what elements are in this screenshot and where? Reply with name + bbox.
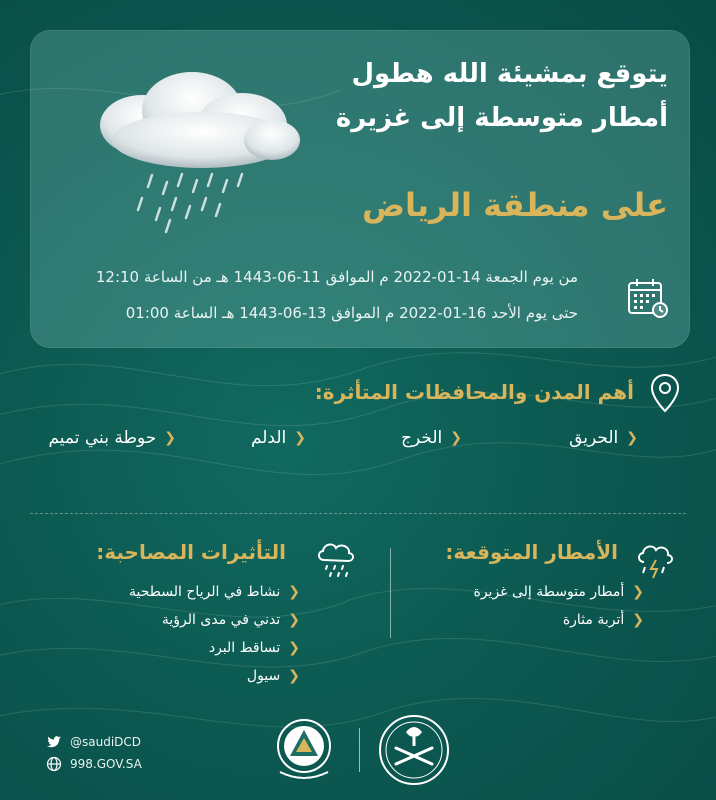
list-item [474, 606, 645, 634]
list-item-label: سيول [246, 668, 281, 684]
list-item [474, 578, 645, 606]
list-item-label: تساقط البرد [208, 640, 281, 656]
city-label: الدلم [250, 428, 287, 448]
chevron-icon: ❮ [632, 584, 644, 600]
column-separator [390, 548, 391, 638]
ministry-of-interior-logo [376, 712, 452, 788]
region-title: على منطقة الرياض [361, 186, 668, 224]
expected-rain-title: الأمطار المتوقعة: [445, 540, 618, 564]
chevron-icon: ❮ [288, 640, 300, 656]
list-item [129, 578, 300, 606]
location-pin-icon [650, 373, 680, 413]
section-divider [30, 513, 686, 514]
chevron-icon: ❮ [450, 430, 462, 446]
website-url: 998.GOV.SA [70, 757, 142, 771]
cities-title: أهم المدن والمحافظات المتأثرة: [314, 380, 634, 404]
chevron-icon: ❮ [288, 612, 300, 628]
city-item [251, 428, 306, 448]
list-item [129, 634, 300, 662]
rain-cloud-illustration [82, 70, 312, 250]
city-label: الحريق [569, 428, 619, 448]
twitter-icon [46, 734, 62, 750]
list-item-label: تدني في مدى الرؤية [161, 612, 281, 628]
website-link[interactable] [46, 756, 142, 772]
list-item [129, 606, 300, 634]
list-item-label: أمطار متوسطة إلى غزيرة [473, 584, 625, 600]
chevron-icon: ❮ [288, 584, 300, 600]
chevron-icon: ❮ [632, 612, 644, 628]
effects-title: التأثيرات المصاحبة: [96, 540, 286, 564]
list-item-label: نشاط في الرياح السطحية [128, 584, 281, 600]
expected-rain-list [474, 578, 645, 634]
headline-line-1: يتوقع بمشيئة الله هطول [351, 59, 668, 89]
civil-defense-logo [266, 712, 342, 788]
calendar-icon [626, 276, 670, 320]
chevron-icon: ❮ [288, 668, 300, 684]
city-item [48, 428, 176, 448]
date-from: من يوم الجمعة 14-01-2022 م الموافق 11-06-1443 هـ من الساعة 12:10 [95, 268, 578, 286]
chevron-icon: ❮ [626, 430, 638, 446]
forecast-headline [336, 52, 668, 140]
city-label: حوطة بني تميم [48, 428, 157, 448]
twitter-handle: @saudiDCD [70, 735, 142, 749]
date-to: حتى يوم الأحد 16-01-2022 م الموافق 13-06-1443 هـ الساعة 01:00 [125, 304, 578, 322]
chevron-icon: ❮ [164, 430, 176, 446]
globe-icon [46, 756, 62, 772]
cloud-rain-icon [314, 536, 360, 580]
city-item [569, 428, 638, 448]
city-item [401, 428, 462, 448]
thunderstorm-icon [634, 536, 678, 580]
city-label: الخرج [401, 428, 443, 448]
list-item [129, 662, 300, 690]
twitter-handle-link[interactable] [46, 734, 141, 750]
list-item-label: أتربة مثارة [562, 612, 625, 628]
effects-list [129, 578, 300, 690]
logo-separator [359, 728, 360, 772]
chevron-icon: ❮ [294, 430, 306, 446]
headline-line-2: أمطار متوسطة إلى غزيرة [335, 103, 668, 133]
